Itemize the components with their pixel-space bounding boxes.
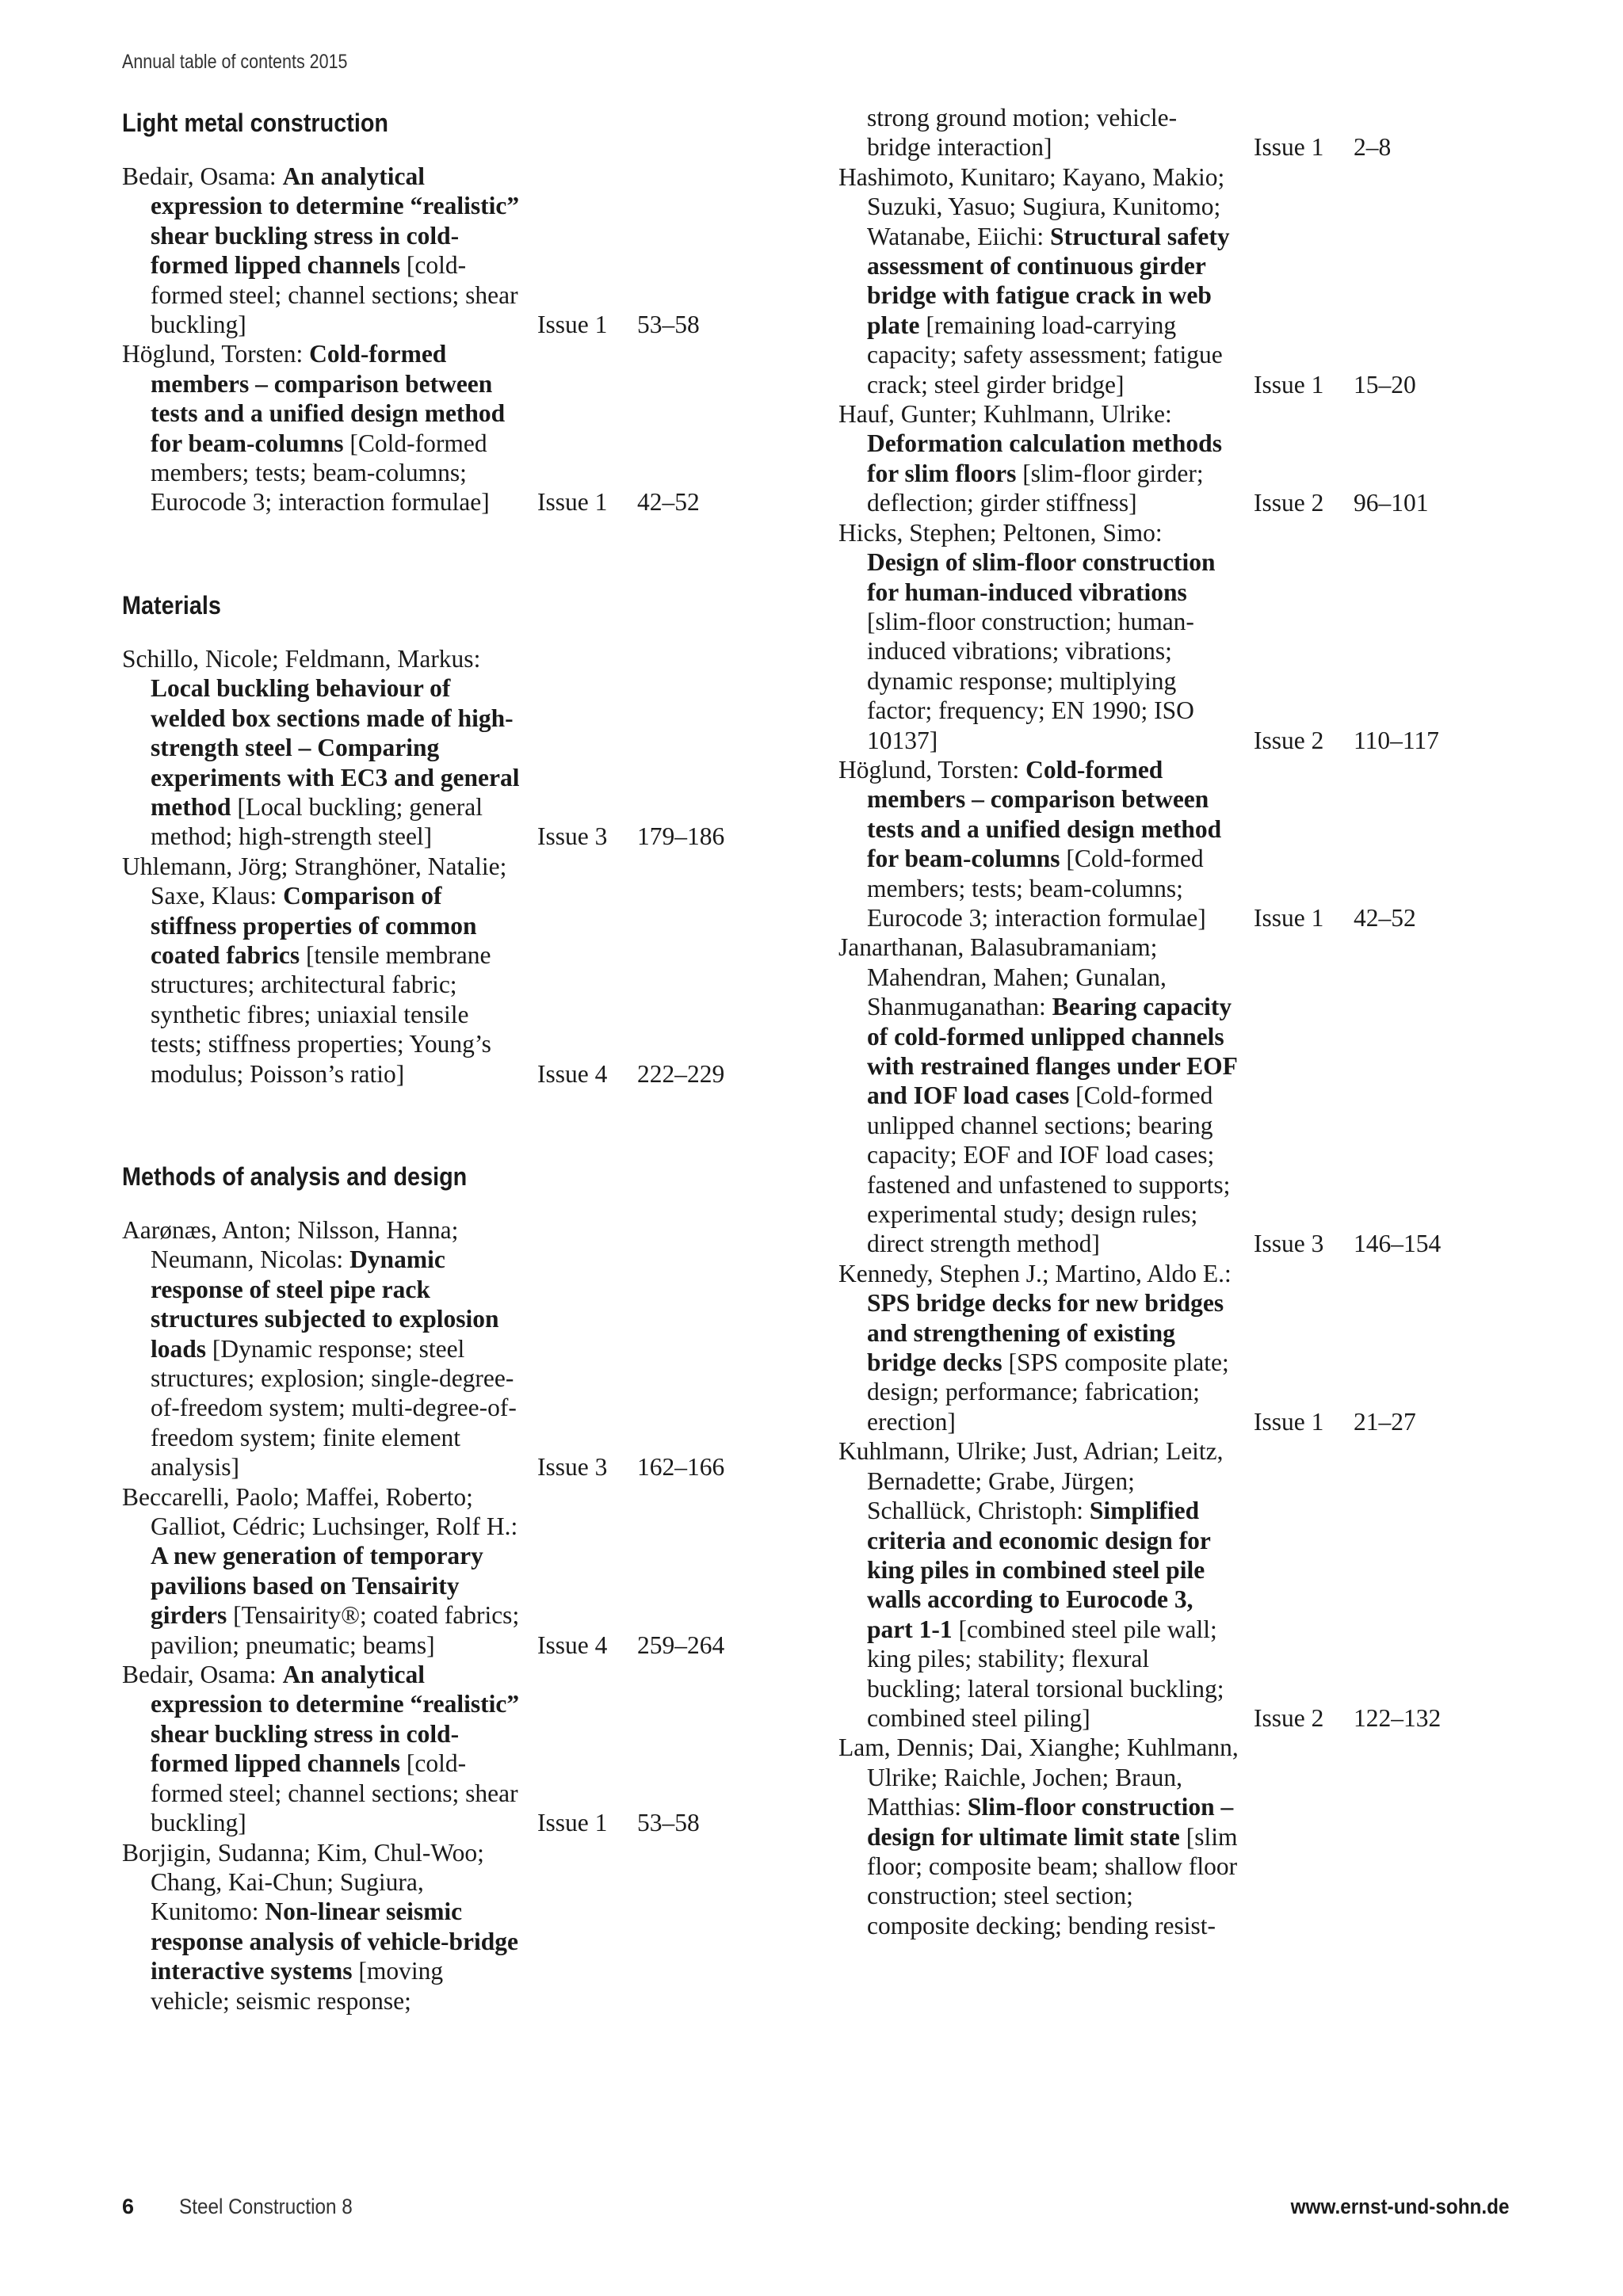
entry-authors: Höglund, Torsten: (838, 755, 1026, 784)
entry-issue: Issue 3 (537, 1453, 608, 1482)
entry-pages: 42–52 (1354, 903, 1416, 932)
entry-title: Comparison of stiffness properties of common coated fabrics (151, 882, 477, 969)
entry-authors: Bedair, Osama: (122, 1661, 283, 1689)
entry-keywords: [Tensairity®; coated fabrics; pavilion; pneumatic; beams] (151, 1601, 520, 1659)
toc-entry (122, 1838, 756, 2016)
entry-title: Design of slim-floor construction for human-induced vibrations (867, 548, 1216, 606)
entry-pages: 122–132 (1354, 1703, 1442, 1732)
entry-paragraph (122, 852, 523, 1089)
entry-issue: Issue 3 (537, 822, 608, 851)
entry-keywords: [Dynamic response; steel structures; explosion; single-degree-of-freedom system; multi-degree-of-freedom system; finite element analysis] (151, 1334, 517, 1482)
entry-keywords: [slim floor; composite beam; shallow floor construction; steel section; composite decking; bending resist- (867, 1822, 1238, 1939)
entry-title: Non-linear seismic response analysis of vehicle-bridge interactive systems (151, 1897, 519, 1985)
toc-entry (122, 1660, 756, 1837)
entry-pages: 259–264 (637, 1630, 725, 1659)
toc-entry (838, 518, 1504, 755)
entry-text (122, 644, 523, 852)
toc-entry (838, 399, 1504, 518)
toc-entry (122, 644, 756, 852)
entry-pages: 21–27 (1354, 1407, 1416, 1436)
toc-entry (838, 1259, 1504, 1436)
entry-paragraph (838, 103, 1239, 162)
entry-paragraph (838, 518, 1239, 755)
entry-title: Cold-formed members – comparison between tests and a unified design method for beam-columns (867, 755, 1222, 873)
entry-authors: Lam, Dennis; Dai, Xianghe; Kuhlmann, Ulrike; Raichle, Jochen; Braun, Matthias: (838, 1733, 1239, 1821)
entry-keywords: [Local buckling; general method; high-strength steel] (151, 792, 483, 851)
entry-text (838, 1436, 1239, 1733)
entry-issue: Issue 4 (537, 1630, 608, 1659)
entry-title: An analytical expression to determine “realistic” shear buckling stress in cold-formed lipped channels (151, 162, 520, 280)
toc-section (122, 585, 756, 1089)
entry-text (838, 755, 1239, 933)
entry-title: An analytical expression to determine “realistic” shear buckling stress in cold-formed lipped channels (151, 1661, 520, 1778)
entry-issue: Issue 4 (537, 1059, 608, 1088)
entry-authors: Janarthanan, Balasubramaniam; Mahendran, Mahen; Gunalan, Shanmuganathan: (838, 933, 1167, 1021)
entry-issue: Issue 1 (1254, 903, 1324, 932)
entry-pages: 162–166 (637, 1453, 725, 1482)
entry-paragraph (122, 339, 523, 517)
entry-issue: Issue 1 (537, 1809, 608, 1837)
entry-authors: Hauf, Gunter; Kuhlmann, Ulrike: (838, 400, 1172, 429)
entry-issue: Issue 1 (1254, 133, 1324, 162)
entry-text (122, 1660, 523, 1837)
entry-text (838, 1733, 1239, 1940)
entry-keywords: [moving vehicle; seismic response; (151, 1957, 444, 2015)
toc-entry (122, 1215, 756, 1482)
toc-entry (122, 852, 756, 1089)
toc-entry (122, 1482, 756, 1660)
entry-keywords: [combined steel pile wall; king piles; stability; flexural buckling; lateral torsional buckling; combined steel piling] (867, 1615, 1224, 1732)
entry-pages: 222–229 (637, 1059, 725, 1088)
entry-authors: Kuhlmann, Ulrike; Just, Adrian; Leitz, Bernadette; Grabe, Jürgen; Schallück, Christoph: (838, 1437, 1224, 1525)
entry-keywords: [tensile membrane structures; architectural fabric; synthetic fibres; uniaxial tensile tests; stiffness properties; Young’s modulus; Poisson’s ratio] (151, 940, 491, 1088)
entry-text (838, 933, 1239, 1258)
section-heading: Light metal construction (122, 109, 389, 137)
toc-entry (122, 162, 756, 339)
entry-pages: 2–8 (1354, 133, 1392, 162)
entry-text (122, 852, 523, 1089)
entry-pages: 96–101 (1354, 489, 1429, 517)
entry-issue: Issue 1 (1254, 1407, 1324, 1436)
toc-section (122, 1157, 756, 2016)
entry-text (122, 162, 523, 339)
toc-entry (838, 1733, 1504, 1940)
toc-entry (838, 755, 1504, 933)
entry-pages: 15–20 (1354, 370, 1416, 399)
entry-text (122, 339, 523, 517)
entry-paragraph (122, 644, 523, 852)
entry-authors: Kennedy, Stephen J.; Martino, Aldo E.: (838, 1259, 1232, 1287)
entry-paragraph (838, 1436, 1239, 1733)
entry-paragraph (838, 399, 1239, 518)
entry-keywords: [remaining load-carrying capacity; safety assessment; fatigue crack; steel girder bridge] (867, 311, 1223, 399)
entry-authors: Hicks, Stephen; Peltonen, Simo: (838, 518, 1163, 547)
entry-title: Simplified criteria and economic design for king piles in combined steel pile walls according to Eurocode 3, part 1-1 (867, 1497, 1211, 1643)
journal-name: Steel Construction 8 (179, 2195, 353, 2218)
publisher-url: www.ernst-und-sohn.de (1290, 2195, 1509, 2218)
toc-entry (838, 1436, 1504, 1733)
toc-entry (838, 933, 1504, 1258)
entry-paragraph (122, 1838, 523, 2016)
entry-text (838, 103, 1239, 162)
entry-issue: Issue 3 (1254, 1230, 1324, 1258)
entry-issue: Issue 2 (1254, 489, 1324, 517)
entry-paragraph (122, 1215, 523, 1482)
entry-issue: Issue 1 (1254, 370, 1324, 399)
toc-section (122, 103, 756, 517)
entry-keywords: [SPS composite plate; design; performance; fabrication; erection] (867, 1348, 1229, 1436)
entry-authors: Aarønæs, Anton; Nilsson, Hanna; Neumann, Nicolas: (122, 1215, 459, 1274)
entry-keywords: [cold-formed steel; channel sections; shear buckling] (151, 1749, 518, 1837)
entry-authors: Höglund, Torsten: (122, 340, 310, 368)
entry-title: Dynamic response of steel pipe rack structures subjected to explosion loads (151, 1245, 499, 1363)
entry-text (838, 518, 1239, 755)
entry-pages: 53–58 (637, 311, 700, 339)
entry-keywords: [slim-floor construction; human-induced vibrations; vibrations; dynamic response; multiplying factor; frequency; EN 1990; ISO 10137] (867, 607, 1194, 754)
entry-title: Slim-floor construction – design for ultimate limit state (867, 1793, 1234, 1851)
entry-authors: Borjigin, Sudanna; Kim, Chul-Woo; Chang, Kai-Chun; Sugiura, Kunitomo: (122, 1838, 484, 1926)
entry-authors: Uhlemann, Jörg; Stranghöner, Natalie; Saxe, Klaus: (122, 852, 507, 910)
section-heading: Methods of analysis and design (122, 1161, 468, 1191)
entry-paragraph (122, 162, 523, 339)
toc-entry (122, 339, 756, 517)
toc-entry (838, 103, 1504, 162)
entry-title: Structural safety assessment of continuous girder bridge with fatigue crack in web plate (867, 222, 1230, 339)
entry-title: Local buckling behaviour of welded box sections made of high-strength steel – Comparing experiments with EC3 and general method (151, 674, 520, 821)
entry-text (122, 1482, 523, 1660)
entry-authors: Schillo, Nicole; Feldmann, Markus: (122, 644, 481, 673)
entry-title: A new generation of temporary pavilions based on Tensairity girders (151, 1542, 483, 1630)
entry-keywords: [cold-formed steel; channel sections; shear buckling] (151, 251, 518, 339)
entry-issue: Issue 2 (1254, 1703, 1324, 1732)
entry-text (838, 399, 1239, 518)
entry-keywords: [Cold-formed unlipped channel sections; bearing capacity; EOF and IOF load cases; fastened and unfastened to supports; experimental study; design rules; direct strength method] (867, 1081, 1231, 1258)
toc-entry (838, 162, 1504, 399)
entry-keywords: strong ground motion; vehicle-bridge interaction] (867, 104, 1178, 162)
entry-title: Bearing capacity of cold-formed unlipped channels with restrained flanges under EOF and IOF load cases (867, 993, 1237, 1110)
entry-text (838, 1259, 1239, 1436)
right-column (838, 103, 1504, 1940)
running-header: Annual table of contents 2015 (122, 51, 348, 73)
entry-pages: 110–117 (1354, 726, 1439, 754)
entry-issue: Issue 1 (537, 488, 608, 517)
entry-keywords: [slim-floor girder; deflection; girder stiffness] (867, 459, 1204, 517)
entry-text (122, 1838, 523, 2016)
entry-title: Deformation calculation methods for slim floors (867, 429, 1222, 487)
entry-text (122, 1215, 523, 1482)
section-heading: Materials (122, 590, 221, 620)
entry-issue: Issue 1 (537, 311, 608, 339)
entry-keywords: [Cold-formed members; tests; beam-columns; Eurocode 3; interaction formulae] (867, 845, 1206, 932)
entry-authors: Hashimoto, Kunitaro; Kayano, Makio; Suzuki, Yasuo; Sugiura, Kunitomo; Watanabe, Eiichi: (838, 162, 1225, 250)
page-number: 6 (122, 2195, 135, 2218)
entry-authors: Bedair, Osama: (122, 162, 283, 190)
entry-paragraph (122, 1660, 523, 1837)
entry-paragraph (838, 755, 1239, 933)
entry-paragraph (122, 1482, 523, 1660)
entry-pages: 42–52 (637, 488, 700, 517)
entry-title: SPS bridge decks for new bridges and strengthening of existing bridge decks (867, 1289, 1224, 1377)
entry-keywords: [Cold-formed members; tests; beam-columns; Eurocode 3; interaction formulae] (151, 429, 490, 517)
entry-paragraph (838, 1259, 1239, 1436)
entry-pages: 179–186 (637, 822, 725, 851)
entry-text (838, 162, 1239, 399)
entry-pages: 53–58 (637, 1809, 700, 1837)
entry-title: Cold-formed members – comparison between tests and a unified design method for beam-columns (151, 340, 506, 457)
entry-paragraph (838, 162, 1239, 399)
left-column (122, 103, 756, 2084)
entry-pages: 146–154 (1354, 1230, 1442, 1258)
entry-paragraph (838, 933, 1239, 1258)
entry-paragraph (838, 1733, 1239, 1940)
entry-authors: Beccarelli, Paolo; Maffei, Roberto; Galliot, Cédric; Luchsinger, Rolf H.: (122, 1482, 518, 1541)
entry-issue: Issue 2 (1254, 726, 1324, 754)
